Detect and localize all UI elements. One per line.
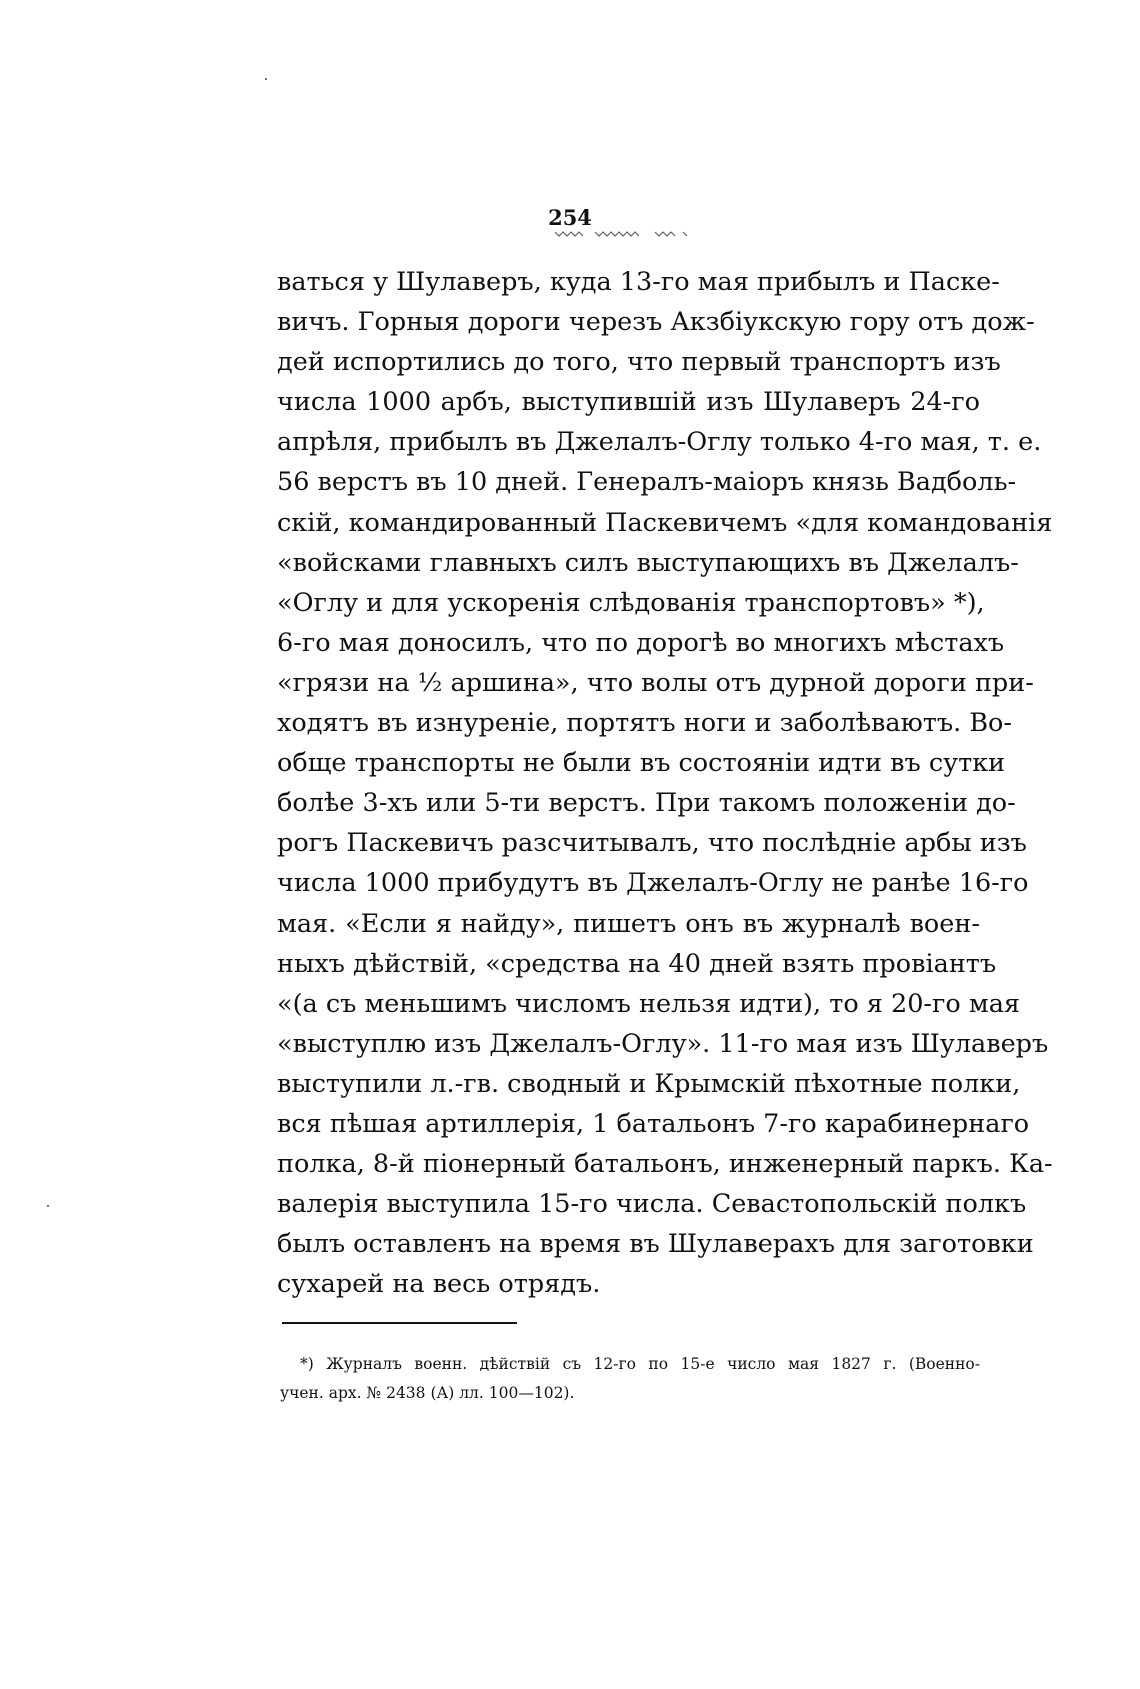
text-line: числа 1000 прибудутъ въ Джелалъ-Оглу не ранѣе 16-го xyxy=(277,868,1029,899)
text-line: ходятъ въ изнуреніе, портятъ ноги и заболѣваютъ. Во- xyxy=(277,708,1013,739)
text-line: вичъ. Горныя дороги черезъ Акзбіукскую гору отъ дож- xyxy=(277,307,1035,338)
text-line: выступили л.-гв. сводный и Крымскій пѣхотные полки, xyxy=(277,1068,1021,1099)
text-line: «грязи на ½ аршина», что волы отъ дурной дороги при- xyxy=(277,667,1034,698)
text-line: скій, командированный Паскевичемъ «для командованія xyxy=(277,507,1053,538)
scan-speck xyxy=(265,78,267,80)
footnote xyxy=(280,1350,980,1408)
text-line: дей испортились до того, что первый транспортъ изъ xyxy=(277,347,1001,378)
footnote-line: учен. арх. № 2438 (А) лл. 100—102). xyxy=(280,1384,575,1402)
text-line: ваться у Шулаверъ, куда 13-го мая прибылъ и Паске- xyxy=(277,267,1000,297)
text-line: былъ оставленъ на время въ Шулаверахъ для заготовки xyxy=(277,1229,1034,1260)
text-line: ныхъ дѣйствій, «средства на 40 дней взять провіантъ xyxy=(277,948,997,979)
text-line: 6-го мая доносилъ, что по дорогѣ во многихъ мѣстахъ xyxy=(277,627,1005,658)
text-line: «Оглу и для ускоренія слѣдованія транспортовъ» *), xyxy=(277,587,985,618)
text-line: «войсками главныхъ силъ выступающихъ въ Джелалъ- xyxy=(277,547,1019,578)
scan-speck xyxy=(47,1205,49,1207)
text-line: обще транспорты не были въ состояніи идти въ сутки xyxy=(277,748,1006,779)
text-line: 56 верстъ въ 10 дней. Генералъ-маіоръ князь Вадболь- xyxy=(277,467,1017,498)
text-line: рогъ Паскевичъ разсчитывалъ, что послѣдніе арбы изъ xyxy=(277,828,1027,859)
footnote-line: *) Журналъ военн. дѣйствій съ 12-го по 15-е число мая 1827 г. (Военно- xyxy=(300,1355,980,1373)
text-line: «выступлю изъ Джелалъ-Оглу». 11-го мая изъ Шулаверъ xyxy=(277,1028,1049,1059)
text-line: числа 1000 арбъ, выступившій изъ Шулаверъ 24-го xyxy=(277,387,980,418)
footnote-divider xyxy=(282,1322,517,1324)
text-line: мая. «Если я найду», пишетъ онъ въ журналѣ воен- xyxy=(277,908,980,939)
text-line: болѣе 3-хъ или 5-ти верстъ. При такомъ положеніи до- xyxy=(277,788,1016,819)
text-line: апрѣля, прибылъ въ Джелалъ-Оглу только 4-го мая, т. е. xyxy=(277,427,1042,458)
page-number: 254 xyxy=(548,205,592,230)
text-line: «(а съ меньшимъ числомъ нельзя идти), то я 20-го мая xyxy=(277,988,1020,1019)
text-line: вся пѣшая артиллерія, 1 батальонъ 7-го карабинернаго xyxy=(277,1108,1030,1139)
text-line: полка, 8-й піонерный батальонъ, инженерный паркъ. Ка- xyxy=(277,1149,1053,1180)
text-line: сухарей на весь отрядъ. xyxy=(277,1269,601,1300)
body-text xyxy=(277,262,1053,1304)
text-line: валерія выступила 15-го числа. Севастопольскій полкъ xyxy=(277,1189,1027,1220)
page-number-ornament xyxy=(555,230,690,238)
